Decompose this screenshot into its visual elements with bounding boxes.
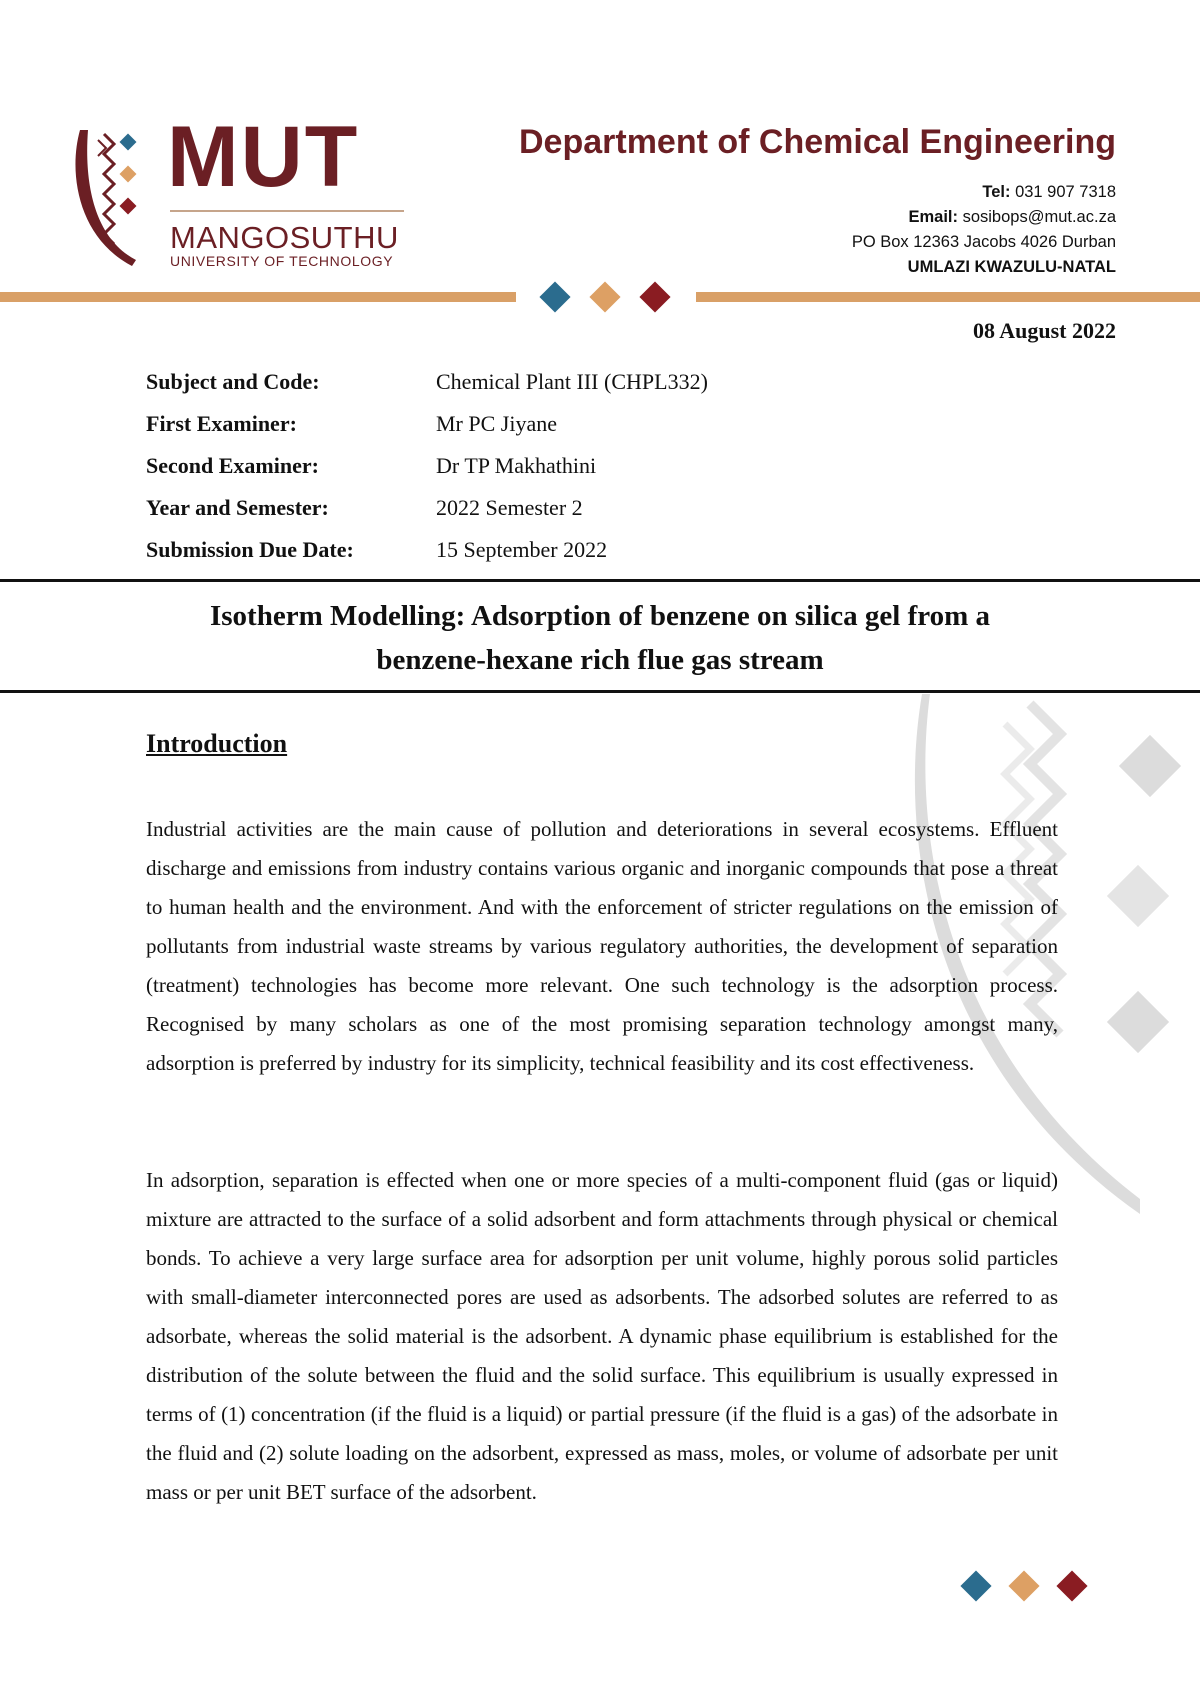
tel-value: 031 907 7318 xyxy=(1015,183,1116,201)
detail-value: Mr PC Jiyane xyxy=(436,411,557,436)
logo-mark-icon xyxy=(74,128,144,268)
detail-label: First Examiner: xyxy=(146,411,297,436)
document-title xyxy=(80,594,1120,682)
detail-value: Dr TP Makhathini xyxy=(436,453,597,478)
intro-paragraph-1: Industrial activities are the main cause of pollution and deteriorations in several ecosystems. Effluent discharge and emissions from industry contains various organic and inorganic compounds that pose a threat to human health and the environment. And with the enforcement of stricter regulations on the emission of pollutants from industrial waste streams by various regulatory authorities, the development of separation (treatment) technologies has become more relevant. One such technology is the adsorption process. Recognised by many scholars as one of the most promising separation technology amongst many, adsorption is preferred by industry for its simplicity, technical feasibility and its cost effectiveness. xyxy=(146,817,1058,1075)
section-heading-introduction: Introduction xyxy=(146,729,288,758)
header-bar-left xyxy=(0,292,516,302)
contact-email xyxy=(852,205,1116,230)
detail-label: Year and Semester: xyxy=(146,495,329,520)
ornament-diamond-tan-icon xyxy=(589,281,620,312)
detail-value: 2022 Semester 2 xyxy=(436,495,583,520)
footer-diamond-red-icon xyxy=(1056,1570,1087,1601)
detail-label: Second Examiner: xyxy=(146,453,319,478)
ornament-diamond-blue-icon xyxy=(539,281,570,312)
email-label: Email: xyxy=(908,208,958,226)
tel-label: Tel: xyxy=(982,183,1011,201)
logo-subtitle: UNIVERSITY OF TECHNOLOGY xyxy=(170,253,394,269)
contact-region: UMLAZI KWAZULU-NATAL xyxy=(907,258,1116,276)
footer-diamond-blue-icon xyxy=(960,1570,991,1601)
detail-label: Submission Due Date: xyxy=(146,537,354,562)
detail-value: 15 September 2022 xyxy=(436,537,608,562)
document-date: 08 August 2022 xyxy=(972,318,1116,343)
university-logo xyxy=(74,109,414,269)
logo-university-name: MANGOSUTHU xyxy=(170,220,399,255)
detail-label: Subject and Code: xyxy=(146,369,320,394)
logo-divider xyxy=(170,210,404,212)
title-rule-bottom xyxy=(0,690,1200,693)
intro-paragraph-2: In adsorption, separation is effected when one or more species of a multi-component fluid (gas or liquid) mixture are attracted to the surface of a solid adsorbent and form attachments through physical or chemical bonds. To achieve a very large surface area for adsorption per unit volume, highly porous solid particles with small-diameter interconnected pores are used as adsorbents. The adsorbed solutes are referred to as adsorbate, whereas the solid material is the adsorbent. A dynamic phase equilibrium is established for the distribution of the solute between the fluid and the solid surface. This equilibrium is usually expressed in terms of (1) concentration (if the fluid is a liquid) or partial pressure (if the fluid is a gas) of the adsorbate in the fluid and (2) solute loading on the adsorbent, expressed as mass, moles, or volume of adsorbate per unit mass or per unit BET surface of the adsorbent. xyxy=(146,1168,1058,1504)
title-line-2: benzene-hexane rich flue gas stream xyxy=(376,644,824,676)
logo-wordmark: MUT xyxy=(167,109,360,205)
detail-value: Chemical Plant III (CHPL332) xyxy=(436,369,708,394)
department-name: Department of Chemical Engineering xyxy=(519,123,1116,161)
contact-tel xyxy=(852,180,1116,205)
footer-diamond-tan-icon xyxy=(1008,1570,1039,1601)
email-value: sosibops@mut.ac.za xyxy=(962,208,1116,226)
title-rule-top xyxy=(0,579,1200,582)
title-line-1: Isotherm Modelling: Adsorption of benzene on silica gel from a xyxy=(209,600,990,632)
contact-po-box: PO Box 12363 Jacobs 4026 Durban xyxy=(851,233,1116,251)
contact-block xyxy=(852,180,1116,280)
header-bar-right xyxy=(696,292,1200,302)
ornament-diamond-red-icon xyxy=(639,281,670,312)
